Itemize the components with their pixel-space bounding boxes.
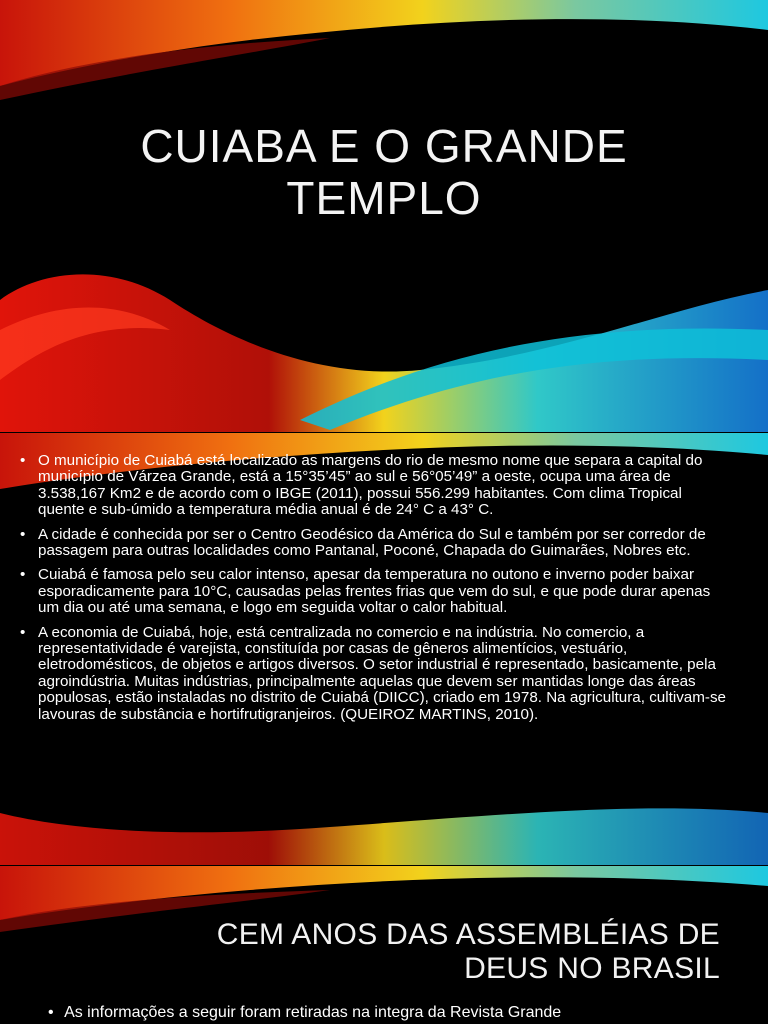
section-slide <box>0 866 768 1024</box>
bullet-list <box>18 453 728 731</box>
bullet-dot: • <box>20 525 26 543</box>
section-title <box>120 918 720 986</box>
bullet-text: O município de Cuiabá está localizado as margens do rio de mesmo nome que separa a capital do município de Várzea Grande, está a 15°35’45” ao sul e 56°05’49” a oeste, ocupa uma área de 3.538,167 Km2 e de acordo com o IBGE (2011), possui 556.299 habitantes. Com clima Tropical quente e sub-úmido a temperatura média anual é de 24° C a 43° C. <box>38 452 703 519</box>
content-slide <box>0 433 768 865</box>
bullet-dot: • <box>48 1004 54 1021</box>
bullet-dot: • <box>20 566 26 584</box>
slide-title <box>60 120 708 224</box>
title-line-1: CEM ANOS DAS ASSEMBLÉIAS DE <box>216 918 720 951</box>
bullet-text: A economia de Cuiabá, hoje, está centralizada no comercio e na indústria. No comercio, a representatividade é varejista, constituída por casas de gêneros alimentícios, vestuário, eletrodomésticos, de objetos e artigos diversos. O setor industrial é representado, basicamente, pela agroindústria. Muitas indústrias, principalmente aquelas que devem ser mantidas longe das áreas populosas, estão instaladas no distrito de Cuiabá (DIICC), criado em 1978. Na agricultura, cultivam-se lavouras de substância e hortifrutigranjeiros. (QUEIROZ MARTINS, 2010). <box>38 623 726 723</box>
bullet-text: Cuiabá é famosa pelo seu calor intenso, apesar da temperatura no outono e inverno poder baixar esporadicamente para 10°C, causadas pelas frentes frias que vem do sul, e que pode durar apenas um dia ou até uma semana, e logo em seguida voltar o calor habitual. <box>38 566 711 617</box>
bullet-dot: • <box>20 452 26 469</box>
bullet-item <box>48 1004 561 1022</box>
bullet-text: As informações a seguir foram retiradas na integra da Revista Grande <box>64 1004 562 1021</box>
bullet-text: A cidade é conhecida por ser o Centro Geodésico da América do Sul e também por ser corredor de passagem para outras localidades como Pantanal, Poconé, Chapada do Guimarães, Nobres etc. <box>38 525 706 560</box>
title-line-2: TEMPLO <box>286 172 482 224</box>
title-line-2: DEUS NO BRASIL <box>464 952 720 985</box>
bullet-item <box>18 453 728 519</box>
bullet-item <box>18 625 728 723</box>
bullet-item <box>18 567 728 616</box>
title-slide <box>0 0 768 432</box>
title-line-1: CUIABA E O GRANDE <box>140 120 628 172</box>
bullet-dot: • <box>20 623 26 641</box>
bullet-item <box>18 527 728 560</box>
